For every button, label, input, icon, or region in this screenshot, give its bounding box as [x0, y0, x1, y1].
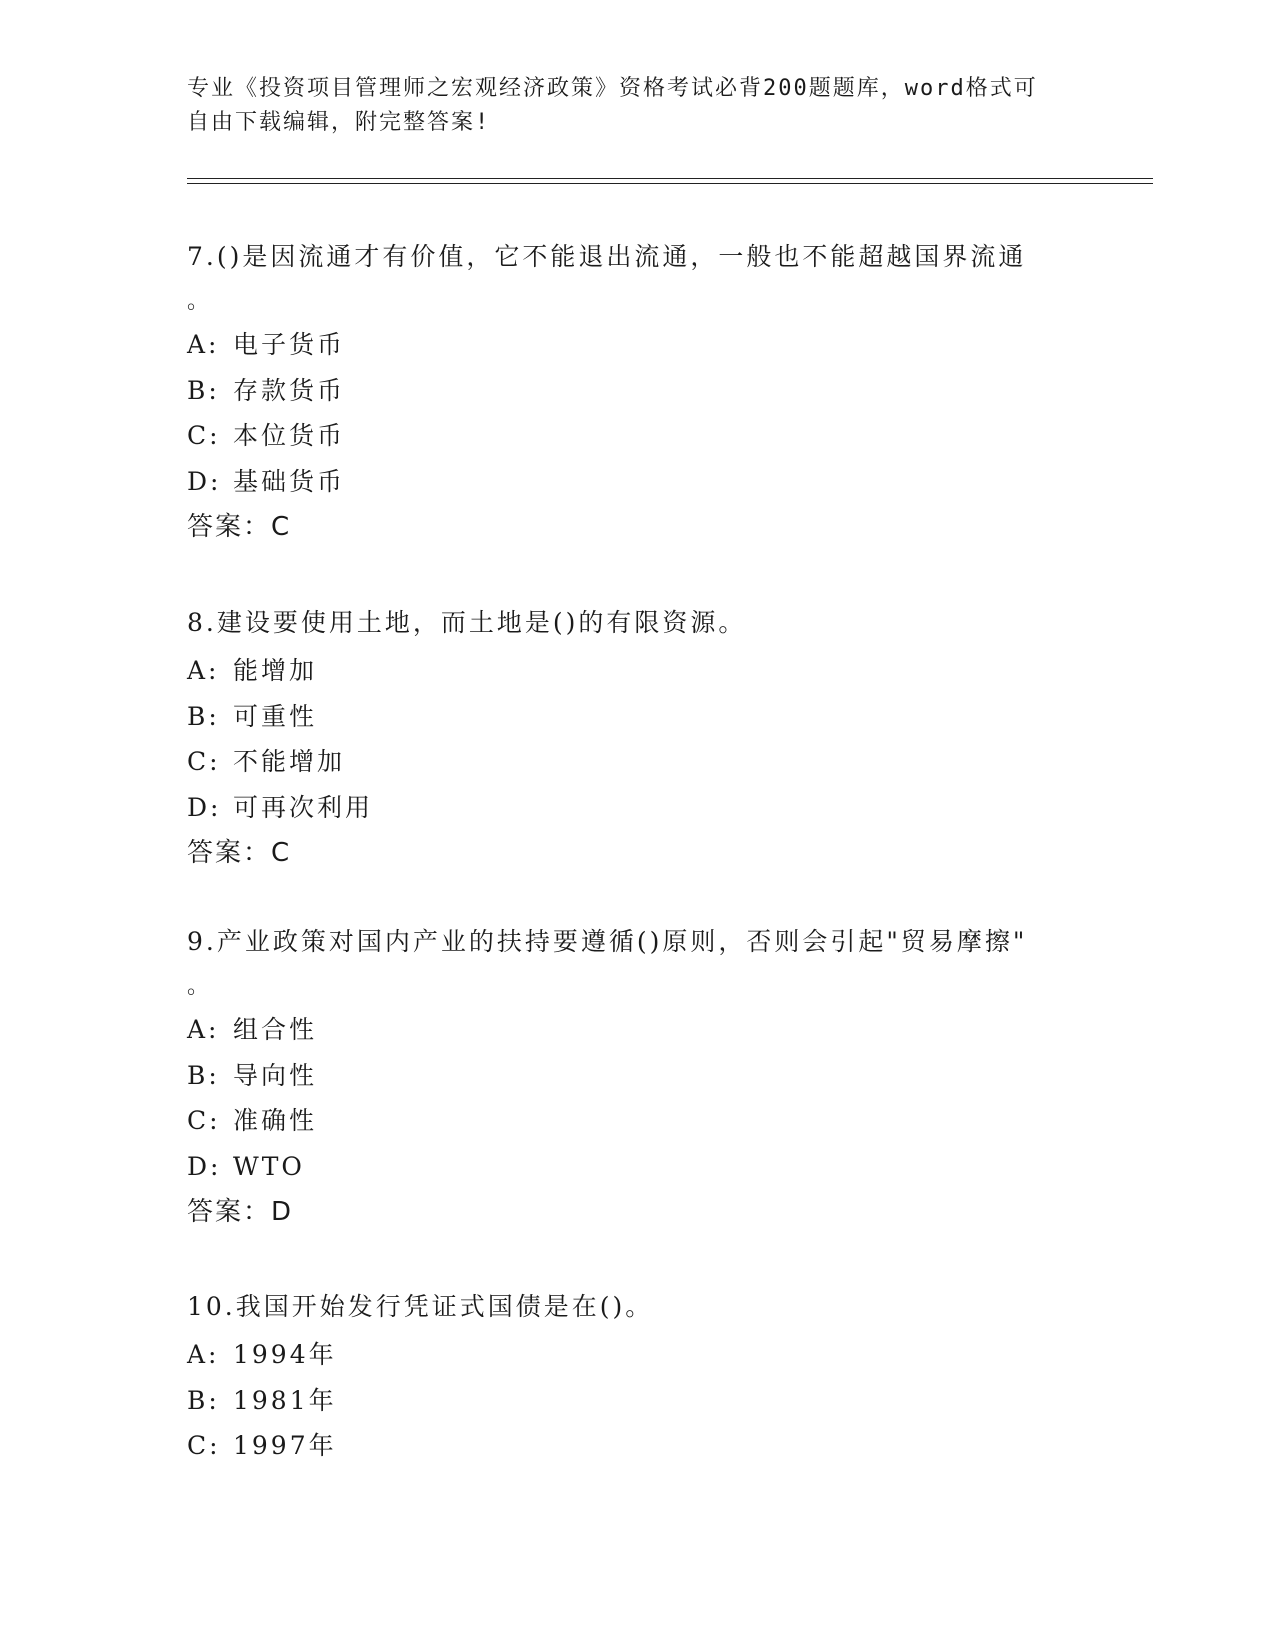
option-letter: B: — [187, 701, 220, 731]
header-divider-bottom — [187, 183, 1153, 184]
option-b — [187, 1378, 1087, 1424]
answer-line: 答案：C — [187, 838, 292, 868]
option-c — [187, 413, 1087, 459]
option-text: 基础货币 — [233, 466, 346, 496]
question-7 — [187, 232, 1087, 550]
question-text: 7.()是因流通才有价值，它不能退出流通，一般也不能超越国界流通 — [187, 242, 1027, 271]
option-letter: D: — [187, 1151, 222, 1181]
option-d — [187, 785, 1087, 831]
option-letter: A: — [187, 1340, 220, 1369]
option-c — [187, 1098, 1087, 1144]
question-text-tail: 。 — [187, 974, 210, 999]
option-text: 组合性 — [233, 1015, 318, 1044]
option-letter: C: — [187, 747, 221, 776]
question-text: 10.我国开始发行凭证式国债是在()。 — [187, 1292, 654, 1321]
option-letter: D: — [187, 466, 222, 496]
option-text: 不能增加 — [233, 747, 346, 776]
question-8 — [187, 598, 1087, 876]
option-text: 电子货币 — [233, 330, 346, 359]
option-b — [187, 368, 1087, 414]
option-c — [187, 739, 1087, 785]
option-text: 1997年 — [233, 1431, 337, 1460]
option-letter: B: — [187, 1060, 220, 1090]
option-text: WTO — [233, 1151, 305, 1181]
option-text: 能增加 — [233, 656, 318, 685]
question-9 — [187, 917, 1087, 1235]
option-letter: C: — [187, 1106, 221, 1135]
question-text: 9.产业政策对国内产业的扶持要遵循()原则，否则会引起"贸易摩擦" — [187, 927, 1028, 956]
option-text: 准确性 — [233, 1106, 318, 1135]
option-letter: A: — [187, 656, 220, 685]
header-line-1: 专业《投资项目管理师之宏观经济政策》资格考试必背200题题库，word格式可 — [187, 76, 1038, 101]
option-text: 存款货币 — [233, 375, 346, 405]
option-text: 1981年 — [233, 1385, 337, 1415]
option-b — [187, 1053, 1087, 1099]
option-letter: C: — [187, 421, 221, 450]
option-text: 1994年 — [233, 1340, 337, 1369]
option-a — [187, 322, 1087, 368]
question-text-tail: 。 — [187, 289, 210, 314]
document-header — [187, 72, 1087, 140]
option-letter: D: — [187, 792, 222, 822]
option-b — [187, 694, 1087, 740]
option-text: 可重性 — [233, 701, 318, 731]
option-text: 导向性 — [233, 1060, 318, 1090]
question-text: 8.建设要使用土地，而土地是()的有限资源。 — [187, 608, 747, 637]
option-a — [187, 1332, 1087, 1378]
option-text: 本位货币 — [233, 421, 346, 450]
option-letter: A: — [187, 1015, 220, 1044]
option-letter: B: — [187, 1385, 220, 1415]
option-a — [187, 648, 1087, 694]
answer-line: 答案：D — [187, 1197, 294, 1227]
option-letter: C: — [187, 1431, 221, 1460]
option-a — [187, 1007, 1087, 1053]
option-letter: B: — [187, 375, 220, 405]
option-c — [187, 1423, 1087, 1469]
answer-line: 答案：C — [187, 512, 292, 542]
header-line-2: 自由下载编辑，附完整答案! — [187, 110, 491, 135]
option-letter: A: — [187, 330, 220, 359]
option-d — [187, 1144, 1087, 1190]
question-10 — [187, 1282, 1087, 1469]
header-divider-top — [187, 178, 1153, 179]
option-text: 可再次利用 — [233, 792, 374, 822]
option-d — [187, 459, 1087, 505]
